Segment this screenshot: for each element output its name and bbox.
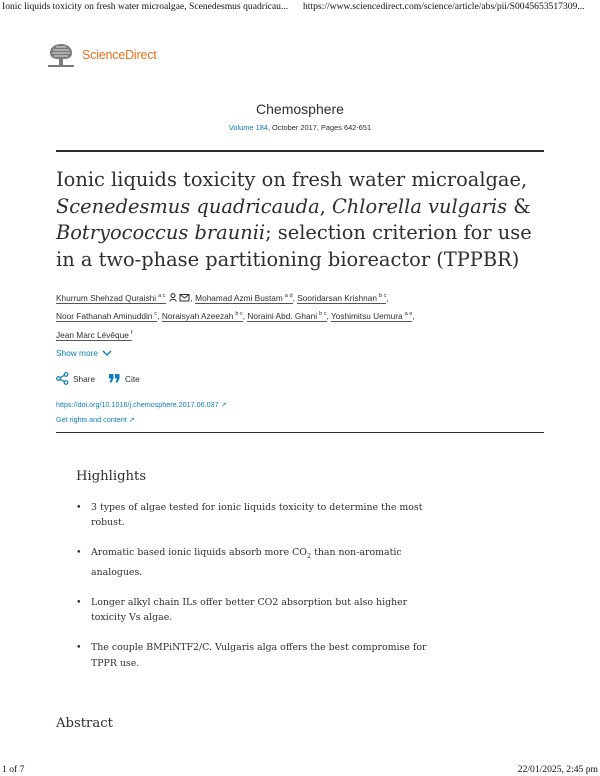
rights-link[interactable]: Get rights and content ↗ [56,415,135,424]
highlight-item: • Longer alkyl chain ILs offer better CO2 absorption but also higher toxicity Vs algae. [76,596,408,624]
author-list: Khurrum Shehzad Quraishi $^{a c}$ , Mohamad Azmi Bustam $^{a d}$, Sooridarsan Krishnan $^{b c}$, Noor Fathanah Aminuddin $^c$, Noraisyah Azeezah $^{b c}$, Noraini Abd. Ghani $^{b c}$, Yoshimitsu Uemura $^{a e}$, Jean Marc Lévêque $^f$ [56,293,415,340]
author-link[interactable]: Noraini Abd. Ghani $^{b c}$ [247,311,327,322]
author-link[interactable]: Mohamad Azmi Bustam $^{a d}$ [195,293,293,303]
volume-link[interactable]: Volume 184 [228,123,268,132]
print-footer [0,764,600,776]
print-page-title: Ionic liquids toxicity on fresh water microalgae, Scenedesmus quadricau... [2,1,289,12]
author-link[interactable]: Yoshimitsu Uemura $^{a e}$ [331,311,413,322]
journal-title[interactable]: Chemosphere [256,101,344,117]
person-mail-icon[interactable] [169,293,191,302]
species-name: Chlorella vulgaris [331,194,508,218]
author-link[interactable]: Jean Marc Lévêque $^f$ [56,329,133,340]
species-name: Botryococcus braunii [56,221,266,244]
highlight-item: • Aromatic based ionic liquids absorb more $CO_2$ than non-aromatic analogues. [76,547,402,578]
bullet: • [76,547,82,559]
bullet: • [76,596,82,608]
highlight-item: • The couple BMPiNTF2/C. Vulgaris alga offers the best compromise for TPPR use. [76,642,427,669]
external-link-icon: ↗ [220,402,227,409]
print-timestamp: 22/01/2025, 2:45 pm [517,764,598,775]
author-link[interactable]: Noor Fathanah Aminuddin $^c$ [56,311,158,322]
print-url: https://www.sciencedirect.com/science/article/abs/pii/S0045653517309... [303,1,585,12]
article-title: Ionic liquids toxicity on fresh water microalgae, Scenedesmus quadricauda, Chlorella vulgaris & Botryococcus braunii; selection criterion for use in a two-phase partitioning bioreactor (TPPBR) [56,168,532,271]
bullet: • [76,642,82,654]
author-link[interactable]: Khurrum Shehzad Quraishi $^{a c}$ [56,293,166,303]
highlights-list [76,500,436,686]
doi-link[interactable]: https://doi.org/10.1016/j.chemosphere.2017.06.037 ↗ [56,400,227,409]
brand-name: ScienceDirect [82,48,157,62]
external-link-icon: ↗ [128,417,135,424]
highlights-heading: Highlights [76,469,147,484]
journal-meta [0,123,600,132]
divider [56,432,544,433]
divider [56,150,544,152]
chevron-down-icon [102,350,112,357]
author-link[interactable]: Noraisyah Azeezah $^{b c}$ [161,311,243,322]
highlight-item: • 3 types of algae tested for ionic liquids toxicity to determine the most robust. [76,502,423,529]
elsevier-tree-icon [46,40,76,68]
print-header [0,0,600,14]
quote-icon [108,372,121,385]
volume-details: , October 2017, Pages 642-651 [267,123,372,132]
page-number: 1 of 7 [2,764,25,775]
share-icon [56,372,69,385]
show-more-button[interactable]: Show more [56,348,112,358]
bullet: • [76,502,82,513]
author-link[interactable]: Sooridarsan Krishnan $^{b c}$ [297,293,387,303]
species-name: Scenedesmus quadricauda [56,194,320,218]
abstract-heading: Abstract [56,716,113,731]
